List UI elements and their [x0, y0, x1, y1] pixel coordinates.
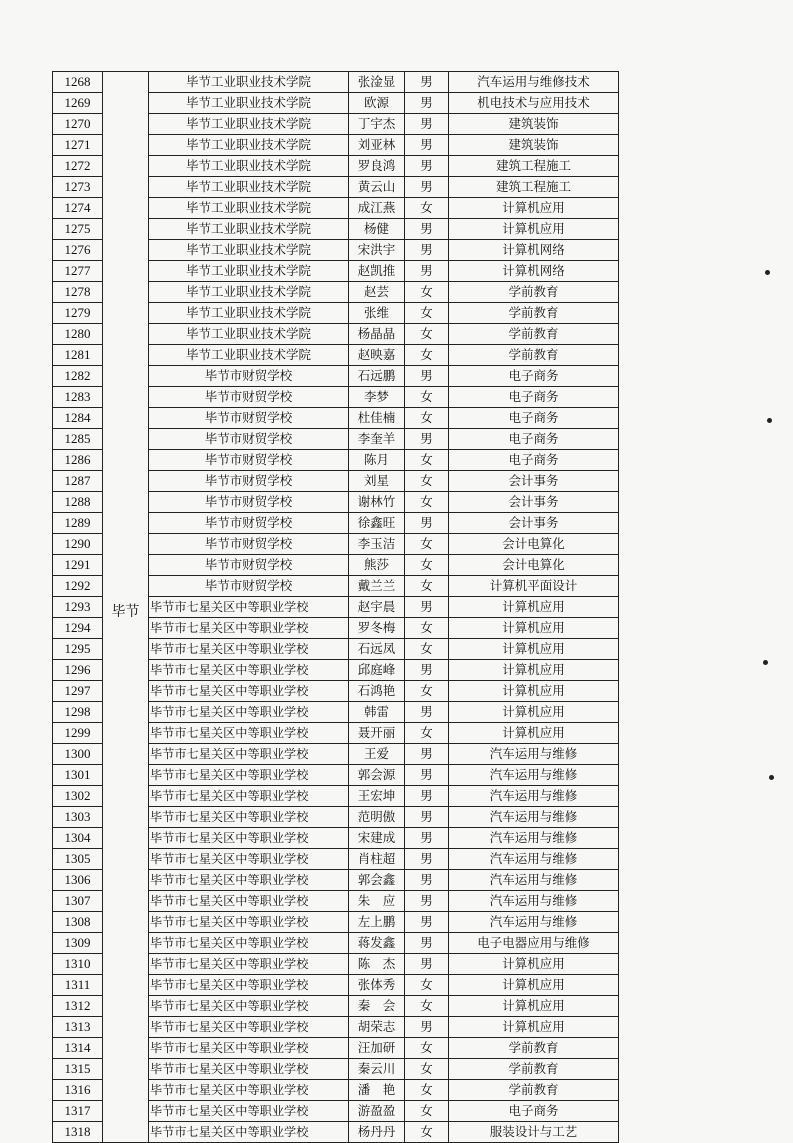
- row-number: 1302: [53, 786, 103, 807]
- student-name-cell: 李玉洁: [349, 534, 405, 555]
- school-cell: 毕节市七星关区中等职业学校: [149, 870, 349, 891]
- student-name-cell: 宋建成: [349, 828, 405, 849]
- major-cell: 汽车运用与维修: [449, 744, 619, 765]
- row-number: 1277: [53, 261, 103, 282]
- row-number: 1303: [53, 807, 103, 828]
- school-cell: 毕节市七星关区中等职业学校: [149, 618, 349, 639]
- student-name-cell: 宋洪宇: [349, 240, 405, 261]
- student-name-cell: 郭会鑫: [349, 870, 405, 891]
- school-cell: 毕节市七星关区中等职业学校: [149, 1038, 349, 1059]
- row-number: 1270: [53, 114, 103, 135]
- major-cell: 会计电算化: [449, 534, 619, 555]
- student-name-cell: 汪加研: [349, 1038, 405, 1059]
- row-number: 1274: [53, 198, 103, 219]
- row-number: 1291: [53, 555, 103, 576]
- student-name-cell: 杨丹丹: [349, 1122, 405, 1143]
- student-name-cell: 赵宇晨: [349, 597, 405, 618]
- major-cell: 会计事务: [449, 492, 619, 513]
- row-number: 1313: [53, 1017, 103, 1038]
- student-name-cell: 肖柱超: [349, 849, 405, 870]
- major-cell: 计算机应用: [449, 219, 619, 240]
- major-cell: 电子电器应用与维修: [449, 933, 619, 954]
- school-cell: 毕节工业职业技术学院: [149, 324, 349, 345]
- major-cell: 学前教育: [449, 1059, 619, 1080]
- gender-cell: 女: [405, 723, 449, 744]
- student-name-cell: 郭会源: [349, 765, 405, 786]
- row-number: 1281: [53, 345, 103, 366]
- major-cell: 机电技术与应用技术: [449, 93, 619, 114]
- student-name-cell: 赵芸: [349, 282, 405, 303]
- gender-cell: 男: [405, 912, 449, 933]
- gender-cell: 男: [405, 513, 449, 534]
- roster-sheet: [52, 71, 618, 1143]
- gender-cell: 男: [405, 261, 449, 282]
- student-name-cell: 徐鑫旺: [349, 513, 405, 534]
- gender-cell: 男: [405, 93, 449, 114]
- school-cell: 毕节工业职业技术学院: [149, 282, 349, 303]
- row-number: 1297: [53, 681, 103, 702]
- gender-cell: 女: [405, 618, 449, 639]
- student-name-cell: 谢林竹: [349, 492, 405, 513]
- major-cell: 计算机应用: [449, 975, 619, 996]
- school-cell: 毕节市七星关区中等职业学校: [149, 933, 349, 954]
- student-name-cell: 陈月: [349, 450, 405, 471]
- school-cell: 毕节工业职业技术学院: [149, 114, 349, 135]
- school-cell: 毕节工业职业技术学院: [149, 240, 349, 261]
- gender-cell: 女: [405, 1038, 449, 1059]
- gender-cell: 男: [405, 870, 449, 891]
- major-cell: 汽车运用与维修: [449, 807, 619, 828]
- student-name-cell: 秦云川: [349, 1059, 405, 1080]
- row-number: 1285: [53, 429, 103, 450]
- student-name-cell: 石鸿艳: [349, 681, 405, 702]
- student-name-cell: 杨健: [349, 219, 405, 240]
- school-cell: 毕节市七星关区中等职业学校: [149, 702, 349, 723]
- major-cell: 学前教育: [449, 1080, 619, 1101]
- student-name-cell: 欧源: [349, 93, 405, 114]
- major-cell: 计算机应用: [449, 954, 619, 975]
- gender-cell: 男: [405, 933, 449, 954]
- student-name-cell: 张体秀: [349, 975, 405, 996]
- major-cell: 汽车运用与维修: [449, 786, 619, 807]
- row-number: 1292: [53, 576, 103, 597]
- school-cell: 毕节市财贸学校: [149, 576, 349, 597]
- row-number: 1317: [53, 1101, 103, 1122]
- major-cell: 计算机网络: [449, 261, 619, 282]
- major-cell: 电子商务: [449, 1101, 619, 1122]
- gender-cell: 女: [405, 576, 449, 597]
- gender-cell: 女: [405, 324, 449, 345]
- gender-cell: 女: [405, 1080, 449, 1101]
- row-number: 1315: [53, 1059, 103, 1080]
- school-cell: 毕节市七星关区中等职业学校: [149, 807, 349, 828]
- school-cell: 毕节市七星关区中等职业学校: [149, 1017, 349, 1038]
- major-cell: 汽车运用与维修: [449, 912, 619, 933]
- major-cell: 汽车运用与维修: [449, 849, 619, 870]
- gender-cell: 男: [405, 1017, 449, 1038]
- roster-table: [52, 71, 619, 1143]
- student-name-cell: 张淦显: [349, 72, 405, 93]
- row-number: 1309: [53, 933, 103, 954]
- major-cell: 计算机应用: [449, 597, 619, 618]
- major-cell: 计算机应用: [449, 618, 619, 639]
- school-cell: 毕节市财贸学校: [149, 429, 349, 450]
- student-name-cell: 王宏坤: [349, 786, 405, 807]
- row-number: 1283: [53, 387, 103, 408]
- gender-cell: 女: [405, 1122, 449, 1143]
- region-cell: 毕节: [103, 72, 149, 1143]
- student-name-cell: 杜佳楠: [349, 408, 405, 429]
- major-cell: 建筑工程施工: [449, 177, 619, 198]
- school-cell: 毕节市七星关区中等职业学校: [149, 597, 349, 618]
- student-name-cell: 丁宇杰: [349, 114, 405, 135]
- scan-speck: [763, 660, 768, 665]
- student-name-cell: 王爱: [349, 744, 405, 765]
- school-cell: 毕节市财贸学校: [149, 513, 349, 534]
- gender-cell: 男: [405, 954, 449, 975]
- row-number: 1295: [53, 639, 103, 660]
- major-cell: 电子商务: [449, 387, 619, 408]
- major-cell: 计算机应用: [449, 702, 619, 723]
- student-name-cell: 范明傲: [349, 807, 405, 828]
- gender-cell: 男: [405, 807, 449, 828]
- major-cell: 计算机应用: [449, 996, 619, 1017]
- major-cell: 学前教育: [449, 1038, 619, 1059]
- student-name-cell: 刘星: [349, 471, 405, 492]
- major-cell: 计算机应用: [449, 1017, 619, 1038]
- school-cell: 毕节市七星关区中等职业学校: [149, 723, 349, 744]
- major-cell: 会计电算化: [449, 555, 619, 576]
- row-number: 1304: [53, 828, 103, 849]
- row-number: 1316: [53, 1080, 103, 1101]
- major-cell: 计算机应用: [449, 660, 619, 681]
- student-name-cell: 赵凯推: [349, 261, 405, 282]
- row-number: 1312: [53, 996, 103, 1017]
- school-cell: 毕节市七星关区中等职业学校: [149, 912, 349, 933]
- student-name-cell: 胡荣志: [349, 1017, 405, 1038]
- student-name-cell: 蒋发鑫: [349, 933, 405, 954]
- row-number: 1299: [53, 723, 103, 744]
- school-cell: 毕节市七星关区中等职业学校: [149, 975, 349, 996]
- row-number: 1272: [53, 156, 103, 177]
- student-name-cell: 赵映嘉: [349, 345, 405, 366]
- row-number: 1314: [53, 1038, 103, 1059]
- gender-cell: 女: [405, 408, 449, 429]
- school-cell: 毕节市财贸学校: [149, 555, 349, 576]
- student-name-cell: 李梦: [349, 387, 405, 408]
- major-cell: 学前教育: [449, 303, 619, 324]
- school-cell: 毕节工业职业技术学院: [149, 93, 349, 114]
- school-cell: 毕节市财贸学校: [149, 366, 349, 387]
- gender-cell: 女: [405, 303, 449, 324]
- school-cell: 毕节市财贸学校: [149, 492, 349, 513]
- student-name-cell: 黄云山: [349, 177, 405, 198]
- school-cell: 毕节工业职业技术学院: [149, 177, 349, 198]
- major-cell: 计算机应用: [449, 723, 619, 744]
- school-cell: 毕节市财贸学校: [149, 387, 349, 408]
- gender-cell: 男: [405, 240, 449, 261]
- row-number: 1286: [53, 450, 103, 471]
- row-number: 1282: [53, 366, 103, 387]
- school-cell: 毕节工业职业技术学院: [149, 72, 349, 93]
- gender-cell: 女: [405, 282, 449, 303]
- school-cell: 毕节市七星关区中等职业学校: [149, 1122, 349, 1143]
- student-name-cell: 聂开丽: [349, 723, 405, 744]
- gender-cell: 男: [405, 72, 449, 93]
- school-cell: 毕节工业职业技术学院: [149, 345, 349, 366]
- school-cell: 毕节市财贸学校: [149, 408, 349, 429]
- student-name-cell: 李奎羊: [349, 429, 405, 450]
- row-number: 1296: [53, 660, 103, 681]
- major-cell: 会计事务: [449, 513, 619, 534]
- major-cell: 电子商务: [449, 366, 619, 387]
- student-name-cell: 秦 会: [349, 996, 405, 1017]
- gender-cell: 女: [405, 639, 449, 660]
- school-cell: 毕节市财贸学校: [149, 534, 349, 555]
- school-cell: 毕节市财贸学校: [149, 450, 349, 471]
- school-cell: 毕节市七星关区中等职业学校: [149, 681, 349, 702]
- gender-cell: 男: [405, 156, 449, 177]
- school-cell: 毕节市七星关区中等职业学校: [149, 828, 349, 849]
- student-name-cell: 石远凤: [349, 639, 405, 660]
- school-cell: 毕节市财贸学校: [149, 471, 349, 492]
- major-cell: 电子商务: [449, 429, 619, 450]
- gender-cell: 男: [405, 177, 449, 198]
- row-number: 1268: [53, 72, 103, 93]
- gender-cell: 男: [405, 135, 449, 156]
- major-cell: 会计事务: [449, 471, 619, 492]
- school-cell: 毕节市七星关区中等职业学校: [149, 996, 349, 1017]
- student-name-cell: 朱 应: [349, 891, 405, 912]
- student-name-cell: 游盈盈: [349, 1101, 405, 1122]
- row-number: 1273: [53, 177, 103, 198]
- row-number: 1275: [53, 219, 103, 240]
- student-name-cell: 成江燕: [349, 198, 405, 219]
- gender-cell: 男: [405, 219, 449, 240]
- row-number: 1271: [53, 135, 103, 156]
- gender-cell: 女: [405, 996, 449, 1017]
- school-cell: 毕节市七星关区中等职业学校: [149, 954, 349, 975]
- major-cell: 汽车运用与维修: [449, 765, 619, 786]
- school-cell: 毕节工业职业技术学院: [149, 303, 349, 324]
- student-name-cell: 邱庭峰: [349, 660, 405, 681]
- gender-cell: 男: [405, 744, 449, 765]
- school-cell: 毕节工业职业技术学院: [149, 156, 349, 177]
- major-cell: 计算机网络: [449, 240, 619, 261]
- school-cell: 毕节市七星关区中等职业学校: [149, 765, 349, 786]
- row-number: 1308: [53, 912, 103, 933]
- gender-cell: 男: [405, 597, 449, 618]
- row-number: 1294: [53, 618, 103, 639]
- table-row: [53, 72, 619, 93]
- student-name-cell: 韩雷: [349, 702, 405, 723]
- row-number: 1306: [53, 870, 103, 891]
- major-cell: 计算机应用: [449, 681, 619, 702]
- major-cell: 汽车运用与维修技术: [449, 72, 619, 93]
- row-number: 1305: [53, 849, 103, 870]
- school-cell: 毕节工业职业技术学院: [149, 135, 349, 156]
- roster-rows: [53, 72, 619, 1143]
- student-name-cell: 罗良鸿: [349, 156, 405, 177]
- gender-cell: 男: [405, 429, 449, 450]
- school-cell: 毕节市七星关区中等职业学校: [149, 660, 349, 681]
- major-cell: 汽车运用与维修: [449, 891, 619, 912]
- row-number: 1279: [53, 303, 103, 324]
- row-number: 1288: [53, 492, 103, 513]
- scan-speck: [767, 418, 772, 423]
- row-number: 1284: [53, 408, 103, 429]
- school-cell: 毕节工业职业技术学院: [149, 261, 349, 282]
- major-cell: 学前教育: [449, 324, 619, 345]
- row-number: 1311: [53, 975, 103, 996]
- school-cell: 毕节市七星关区中等职业学校: [149, 786, 349, 807]
- row-number: 1276: [53, 240, 103, 261]
- row-number: 1300: [53, 744, 103, 765]
- major-cell: 建筑装饰: [449, 135, 619, 156]
- major-cell: 计算机应用: [449, 198, 619, 219]
- school-cell: 毕节市七星关区中等职业学校: [149, 849, 349, 870]
- major-cell: 计算机应用: [449, 639, 619, 660]
- row-number: 1280: [53, 324, 103, 345]
- major-cell: 汽车运用与维修: [449, 828, 619, 849]
- student-name-cell: 张维: [349, 303, 405, 324]
- gender-cell: 女: [405, 387, 449, 408]
- gender-cell: 女: [405, 1059, 449, 1080]
- major-cell: 建筑工程施工: [449, 156, 619, 177]
- school-cell: 毕节工业职业技术学院: [149, 198, 349, 219]
- gender-cell: 女: [405, 975, 449, 996]
- student-name-cell: 石远鹏: [349, 366, 405, 387]
- gender-cell: 女: [405, 198, 449, 219]
- student-name-cell: 杨晶晶: [349, 324, 405, 345]
- gender-cell: 女: [405, 345, 449, 366]
- major-cell: 服装设计与工艺: [449, 1122, 619, 1143]
- row-number: 1289: [53, 513, 103, 534]
- row-number: 1278: [53, 282, 103, 303]
- school-cell: 毕节市七星关区中等职业学校: [149, 891, 349, 912]
- row-number: 1269: [53, 93, 103, 114]
- gender-cell: 男: [405, 702, 449, 723]
- row-number: 1293: [53, 597, 103, 618]
- gender-cell: 男: [405, 849, 449, 870]
- row-number: 1290: [53, 534, 103, 555]
- gender-cell: 男: [405, 114, 449, 135]
- major-cell: 电子商务: [449, 450, 619, 471]
- gender-cell: 女: [405, 492, 449, 513]
- gender-cell: 女: [405, 534, 449, 555]
- gender-cell: 男: [405, 786, 449, 807]
- student-name-cell: 陈 杰: [349, 954, 405, 975]
- gender-cell: 男: [405, 660, 449, 681]
- gender-cell: 男: [405, 366, 449, 387]
- gender-cell: 女: [405, 471, 449, 492]
- gender-cell: 男: [405, 765, 449, 786]
- student-name-cell: 戴兰兰: [349, 576, 405, 597]
- student-name-cell: 罗冬梅: [349, 618, 405, 639]
- scan-speck: [769, 775, 774, 780]
- school-cell: 毕节市七星关区中等职业学校: [149, 1059, 349, 1080]
- school-cell: 毕节市七星关区中等职业学校: [149, 1080, 349, 1101]
- major-cell: 学前教育: [449, 345, 619, 366]
- student-name-cell: 刘亚林: [349, 135, 405, 156]
- major-cell: 计算机平面设计: [449, 576, 619, 597]
- row-number: 1287: [53, 471, 103, 492]
- school-cell: 毕节市七星关区中等职业学校: [149, 639, 349, 660]
- gender-cell: 女: [405, 450, 449, 471]
- scan-speck: [765, 270, 770, 275]
- gender-cell: 男: [405, 828, 449, 849]
- gender-cell: 女: [405, 681, 449, 702]
- student-name-cell: 熊莎: [349, 555, 405, 576]
- school-cell: 毕节市七星关区中等职业学校: [149, 744, 349, 765]
- student-name-cell: 左上鹏: [349, 912, 405, 933]
- gender-cell: 男: [405, 891, 449, 912]
- row-number: 1301: [53, 765, 103, 786]
- school-cell: 毕节市七星关区中等职业学校: [149, 1101, 349, 1122]
- major-cell: 学前教育: [449, 282, 619, 303]
- row-number: 1310: [53, 954, 103, 975]
- student-name-cell: 潘 艳: [349, 1080, 405, 1101]
- major-cell: 汽车运用与维修: [449, 870, 619, 891]
- gender-cell: 女: [405, 555, 449, 576]
- gender-cell: 女: [405, 1101, 449, 1122]
- row-number: 1298: [53, 702, 103, 723]
- school-cell: 毕节工业职业技术学院: [149, 219, 349, 240]
- major-cell: 建筑装饰: [449, 114, 619, 135]
- row-number: 1318: [53, 1122, 103, 1143]
- row-number: 1307: [53, 891, 103, 912]
- major-cell: 电子商务: [449, 408, 619, 429]
